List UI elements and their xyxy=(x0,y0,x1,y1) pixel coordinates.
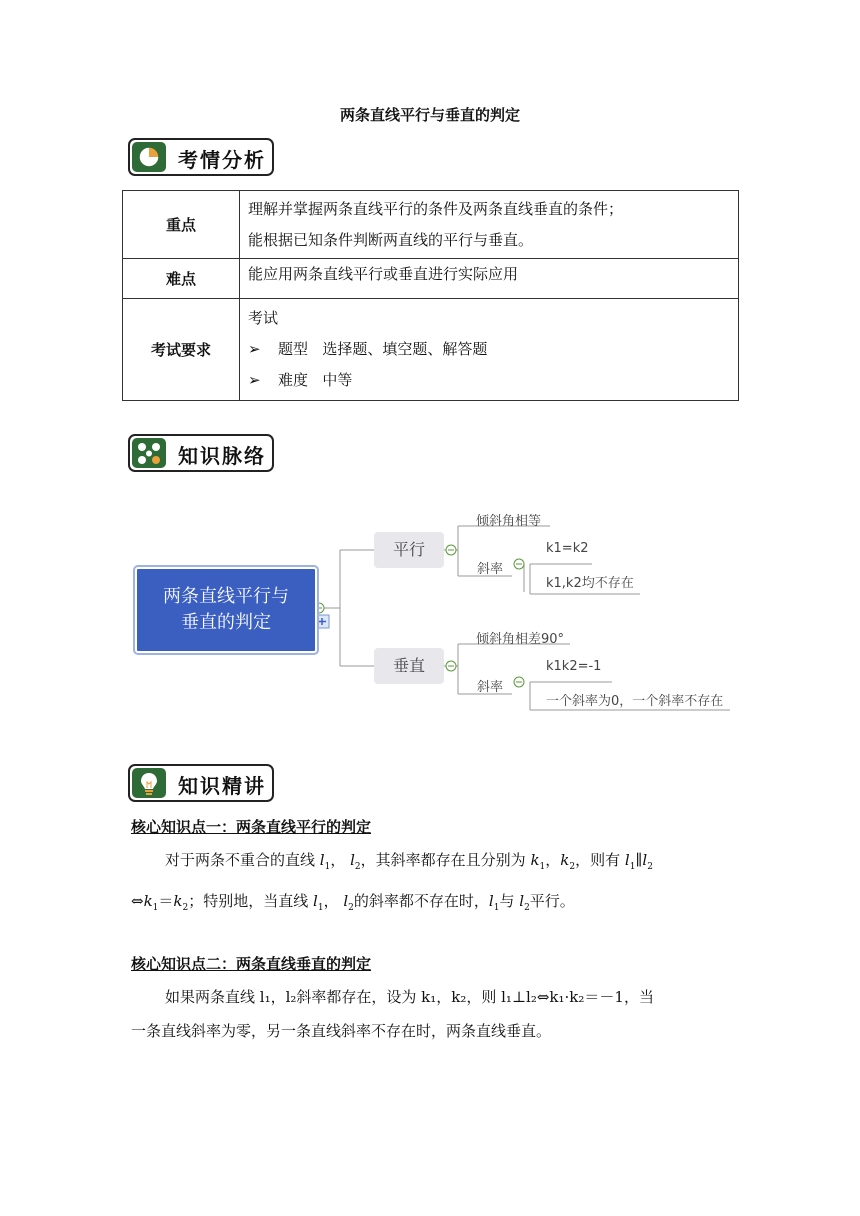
arrow-bullet-icon: ➢ xyxy=(248,371,261,389)
paragraph-line: 对于两条不重合的直线 $l_1$， $l_2$，其斜率都存在且分别为 $k_1$，$k_2$，则有 $l_1\parallel l_2$ xyxy=(165,851,653,872)
bullet-value: 选择题、填空题、解答题 xyxy=(322,340,488,358)
mindmap-root-node[interactable] xyxy=(135,567,317,653)
network-icon xyxy=(132,438,166,468)
analysis-table xyxy=(122,190,739,401)
mindmap-leaf[interactable]: 一个斜率为0，一个斜率不存在 xyxy=(546,694,724,709)
bullet-label: 题型 xyxy=(278,340,309,358)
row-content xyxy=(240,299,739,401)
expand-plus-icon xyxy=(315,615,329,628)
mindmap-leaf[interactable]: 倾斜角相等 xyxy=(476,514,542,529)
paragraph-line: $\Leftrightarrow k_1=k_2$；特别地，当直线 $l_1$， $l_2$的斜率都不存在时，$l_1$与 $l_2$平行。 xyxy=(131,892,575,913)
pie-chart-icon xyxy=(132,142,166,172)
paragraph-line: 如果两条直线 l₁，l₂斜率都存在，设为 k₁，k₂，则 l₁⊥l₂⇔k₁·k₂＝－1，当 xyxy=(165,988,654,1006)
section-badge-network xyxy=(128,434,274,472)
row-line: 能根据已知条件判断两直线的平行与垂直。 xyxy=(248,230,534,249)
section-title: 知识脉络 xyxy=(178,444,266,468)
mindmap-leaf[interactable]: k1=k2 xyxy=(546,541,589,556)
knowledge-point-paragraph xyxy=(131,980,741,1048)
section-title: 知识精讲 xyxy=(178,774,266,798)
page-title: 两条直线平行与垂直的判定 xyxy=(339,106,520,124)
mindmap-node-parallel[interactable]: 平行 xyxy=(374,532,444,568)
section-badge-explain xyxy=(128,764,274,802)
lightbulb-icon xyxy=(132,768,166,798)
table-row xyxy=(123,191,739,259)
section-badge-analysis xyxy=(128,138,274,176)
mindmap-node-perpendicular[interactable]: 垂直 xyxy=(374,648,444,684)
table-row xyxy=(123,299,739,401)
knowledge-point-heading: 核心知识点二：两条直线垂直的判定 xyxy=(131,955,372,973)
row-line: 考试 xyxy=(248,309,279,327)
row-key: 重点 xyxy=(123,191,240,259)
row-line: 理解并掌握两条直线平行的条件及两条直线垂直的条件； xyxy=(248,199,624,218)
knowledge-point-paragraph xyxy=(131,843,741,925)
row-key: 难点 xyxy=(123,259,240,299)
row-content xyxy=(240,259,739,299)
mindmap-leaf[interactable]: 倾斜角相差90° xyxy=(476,632,565,647)
bullet-item xyxy=(248,365,730,396)
mindmap-leaf[interactable]: 斜率 xyxy=(477,562,504,577)
mindmap-leaf[interactable]: k1,k2均不存在 xyxy=(546,576,634,591)
bullet-item xyxy=(248,334,730,365)
table-row xyxy=(123,259,739,299)
paragraph-line: 一条直线斜率为零，另一条直线斜率不存在时，两条直线垂直。 xyxy=(131,1022,552,1040)
knowledge-point-heading: 核心知识点一：两条直线平行的判定 xyxy=(131,818,372,836)
arrow-bullet-icon: ➢ xyxy=(248,340,261,358)
mindmap-leaf[interactable]: 斜率 xyxy=(477,680,504,695)
bullet-label: 难度 xyxy=(278,371,309,389)
row-line: 能应用两条直线平行或垂直进行实际应用 xyxy=(248,265,519,283)
row-key: 考试要求 xyxy=(123,299,240,401)
mindmap-leaf[interactable]: k1k2=-1 xyxy=(546,659,602,674)
bullet-value: 中等 xyxy=(322,371,353,389)
row-content xyxy=(240,191,739,259)
root-label: 两条直线平行与垂直的判定 xyxy=(163,586,289,633)
section-title: 考情分析 xyxy=(178,148,266,172)
